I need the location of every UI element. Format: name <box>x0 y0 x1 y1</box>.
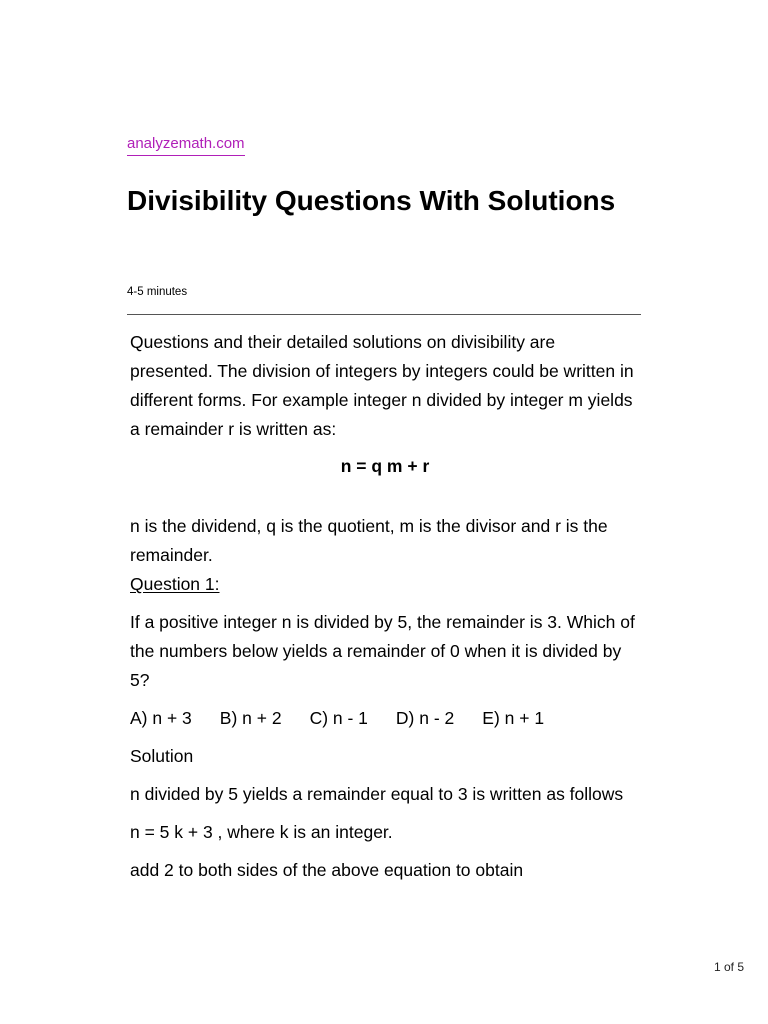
question-1-text: If a positive integer n is divided by 5, the remainder is 3. Which of the numbers below yields a remainder of 0 when it is divided by 5? <box>130 612 635 690</box>
solution-line-3: add 2 to both sides of the above equation to obtain <box>130 860 524 880</box>
option-a: A) n + 3 <box>130 708 192 728</box>
page-counter: 1 of 5 <box>713 960 744 974</box>
divider <box>127 314 641 315</box>
read-time: 4-5 minutes <box>127 286 188 298</box>
division-formula: n = q m + r <box>340 456 430 476</box>
question-1-heading: Question 1: <box>130 574 220 594</box>
solution-line-1: n divided by 5 yields a remainder equal to 3 is written as follows <box>130 784 624 804</box>
site-link[interactable]: analyzemath.com <box>127 135 245 156</box>
solution-label: Solution <box>130 746 194 766</box>
article-body <box>130 328 640 885</box>
page-title: Divisibility Questions With Solutions <box>127 185 616 216</box>
answer-options <box>130 704 640 733</box>
option-d: D) n - 2 <box>395 708 455 728</box>
option-e: E) n + 1 <box>482 708 545 728</box>
solution-line-2: n = 5 k + 3 , where k is an integer. <box>130 822 393 842</box>
definitions-paragraph: n is the dividend, q is the quotient, m is the divisor and r is the remainder. <box>130 516 608 565</box>
intro-paragraph: Questions and their detailed solutions on divisibility are presented. The division of integers by integers could be written in different forms. For example integer n divided by integer m yields a remainder r is written as: <box>130 332 634 439</box>
option-b: B) n + 2 <box>219 708 282 728</box>
option-c: C) n - 1 <box>309 708 368 728</box>
